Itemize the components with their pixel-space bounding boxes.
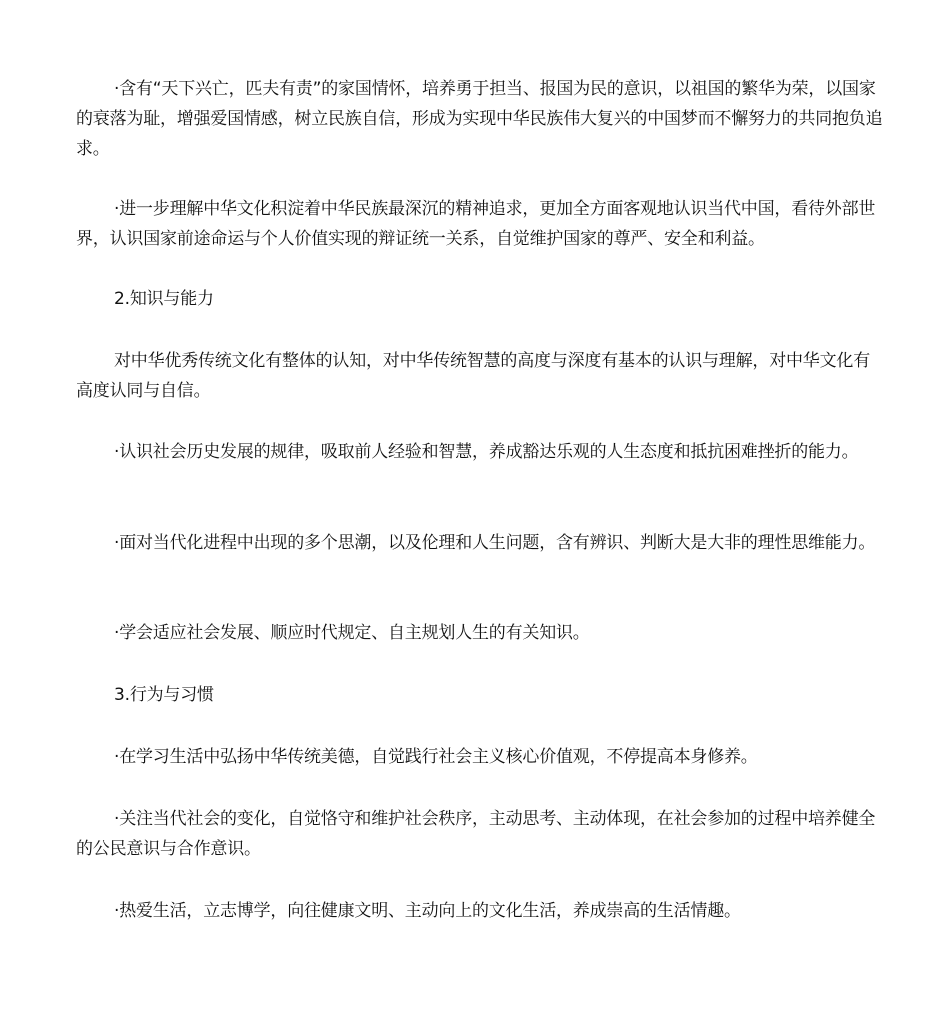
paragraph-traditional-virtues: ·在学习生活中弘扬中华传统美德，自觉践行社会主义核心价值观，不停提高本身修养。 [114,747,758,767]
paragraph-cultural-cognition: 对中华优秀传统文化有整体的认知，对中华传统智慧的高度与深度有基本的认识与理解，对中华文化有高度认同与自信。 [76,351,870,401]
paragraph-historical-laws: ·认识社会历史发展的规律，吸取前人经验和智慧，养成豁达乐观的人生态度和抵抗困难挫折的能力。 [114,442,859,462]
heading-knowledge-ability: 2.知识与能力 [114,289,214,309]
paragraph-cultural-life: ·热爱生活，立志博学，向往健康文明、主动向上的文化生活，养成崇高的生活情趣。 [114,901,741,921]
paragraph-patriotism: ·含有“天下兴亡，匹夫有责”的家国情怀，培养勇于担当、报国为民的意识，以祖国的繁华为荣，以国家的衰落为耻，增强爱国情感，树立民族自信，形成为实现中华民族伟大复兴的中国梦而不懈努力的共同抱负追求。 [76,79,883,159]
paragraph-life-planning: ·学会适应社会发展、顺应时代规定、自主规划人生的有关知识。 [114,623,590,643]
paragraph-rational-thinking: ·面对当代化进程中出现的多个思潮，以及伦理和人生问题，含有辨识、判断大是大非的理性思维能力。 [114,533,876,553]
heading-behavior-habits: 3.行为与习惯 [114,685,214,705]
paragraph-chinese-culture: ·进一步理解中华文化积淀着中华民族最深沉的精神追求，更加全方面客观地认识当代中国，看待外部世界，认识国家前途命运与个人价值实现的辩证统一关系，自觉维护国家的尊严、安全和利益。 [76,199,876,249]
paragraph-civic-awareness: ·关注当代社会的变化，自觉恪守和维护社会秩序，主动思考、主动体现，在社会参加的过程中培养健全的公民意识与合作意识。 [76,809,876,859]
